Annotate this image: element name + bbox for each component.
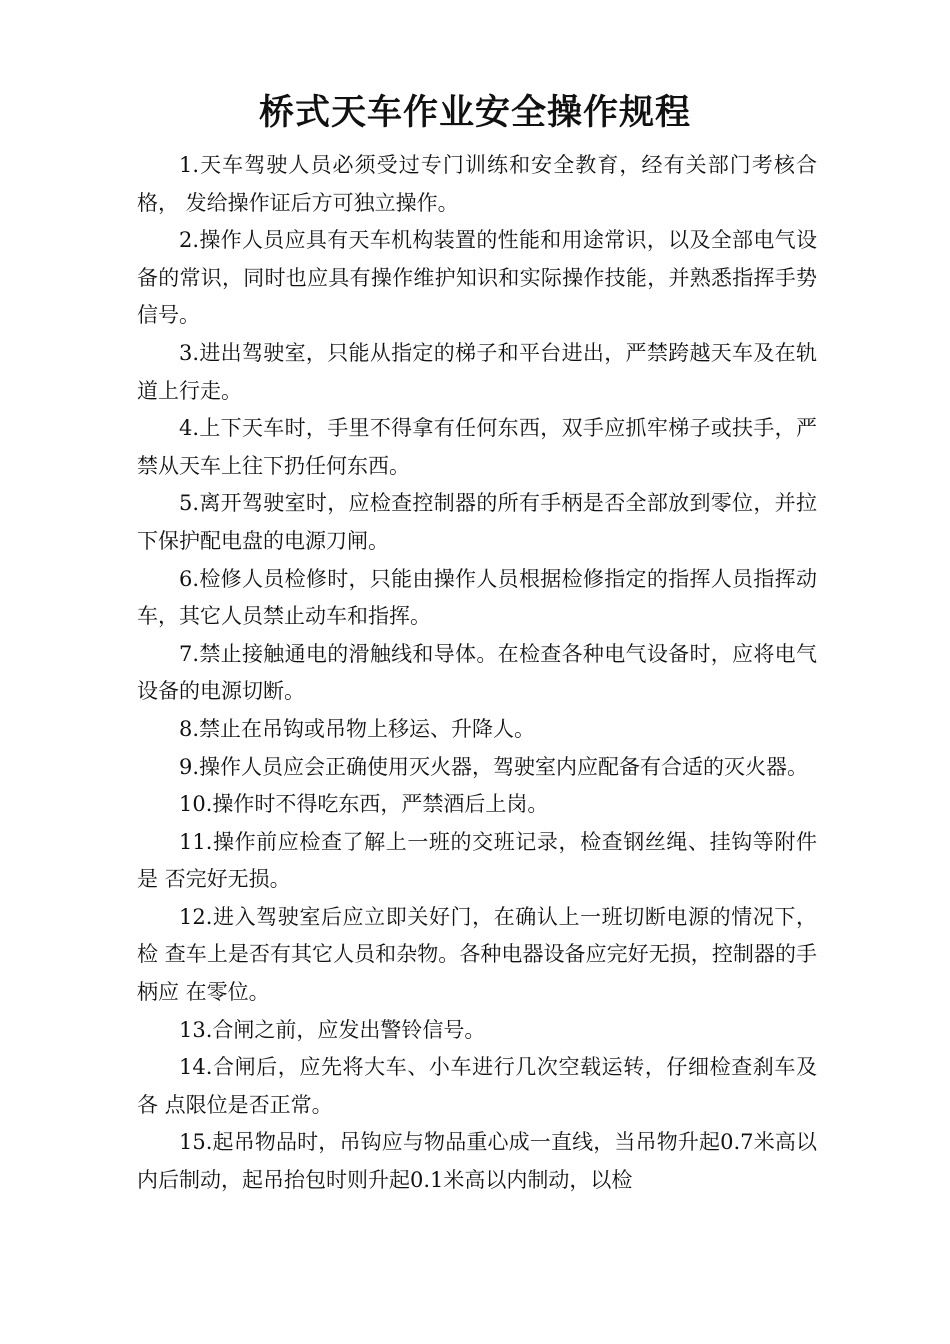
document-title: 桥式天车作业安全操作规程 bbox=[258, 93, 691, 133]
rule-9: 9.操作人员应会正确使用灭火器，驾驶室内应配备有合适的灭火器。 bbox=[179, 754, 809, 779]
rule-13: 13.合闸之前，应发出警铃信号。 bbox=[179, 1017, 486, 1042]
rule-14: 14.合闸后，应先将大车、小车进行几次空载运转，仔细检查刹车及各 点限位是否正常。 bbox=[137, 1055, 817, 1117]
rule-3: 3.进出驾驶室，只能从指定的梯子和平台进出，严禁跨越天车及在轨 道上行走。 bbox=[137, 340, 817, 403]
rule-7: 7.禁止接触通电的滑触线和导体。在检查各种电气设备时，应将电气 设备的电源切断。 bbox=[137, 641, 817, 704]
rule-8: 8.禁止在吊钩或吊物上移运、升降人。 bbox=[179, 716, 536, 741]
rule-12: 12.进入驾驶室后应立即关好门，在确认上一班切断电源的情况下，检 查车上是否有其它人员和杂物。各种电器设备应完好无损，控制器的手柄应 在零位。 bbox=[137, 904, 817, 1005]
rule-5: 5.离开驾驶室时，应检查控制器的所有手柄是否全部放到零位，并拉 下保护配电盘的电源刀闸。 bbox=[137, 491, 817, 553]
rule-15: 15.起吊物品时，吊钩应与物品重心成一直线，当吊物升起0.7米高以内后制动，起吊抬包时则升起0.1米高以内制动，以检 bbox=[137, 1130, 817, 1193]
rule-6: 6.检修人员检修时，只能由操作人员根据检修指定的指挥人员指挥动 车，其它人员禁止动车和指挥。 bbox=[137, 566, 817, 629]
rule-10: 10.操作时不得吃东西，严禁酒后上岗。 bbox=[179, 792, 549, 817]
rule-4: 4.上下天车时，手里不得拿有任何东西，双手应抓牢梯子或扶手，严 禁从天车上往下扔任何东西。 bbox=[137, 416, 817, 478]
document-body bbox=[137, 147, 817, 1200]
rule-11: 11.操作前应检查了解上一班的交班记录，检查钢丝绳、挂钩等附件是 否完好无损。 bbox=[137, 829, 817, 892]
rule-2: 2.操作人员应具有天车机构装置的性能和用途常识，以及全部电气设 备的常识，同时也应具有操作维护知识和实际操作技能，并熟悉指挥手势信号。 bbox=[137, 228, 817, 328]
rule-1: 1.天车驾驶人员必须受过专门训练和安全教育，经有关部门考核合格， 发给操作证后方可独立操作。 bbox=[137, 153, 817, 215]
